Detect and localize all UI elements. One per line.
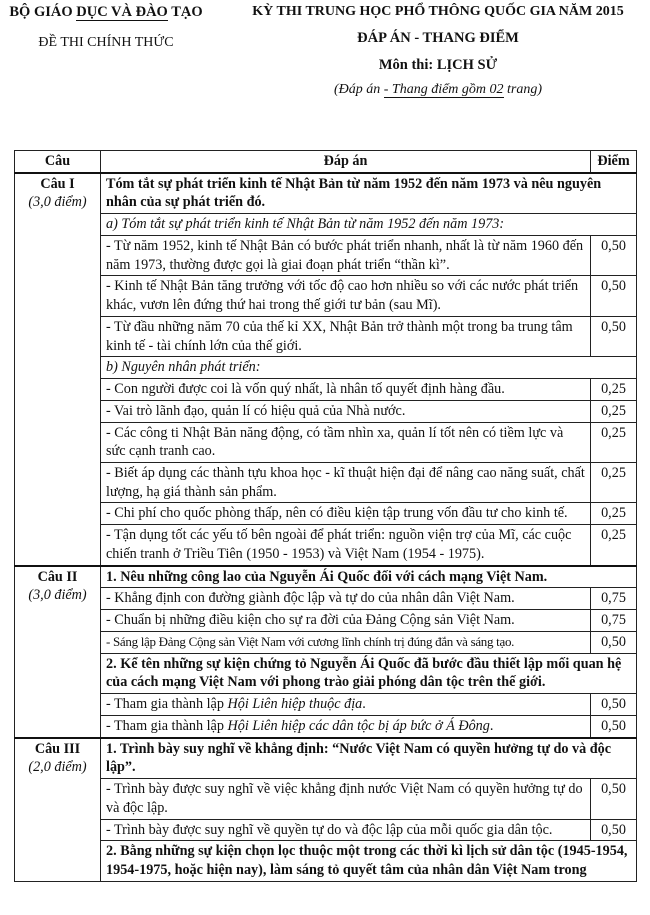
answer-text: - Các công ti Nhật Bản năng động, có tầm nhìn xa, quản lí tốt nên có tiềm lực và sức cạnh tranh cao. (101, 422, 591, 462)
points-value: 0,50 (591, 694, 637, 716)
answer-title: ĐÁP ÁN - THANG ĐIỂM (357, 30, 519, 46)
question-title: 1. Trình bày suy nghĩ về khẳng định: “Nước Việt Nam có quyền hưởng tự do và độc lập”. (101, 738, 637, 779)
table-row (15, 525, 637, 566)
points-value: 0,50 (591, 276, 637, 316)
table-row (15, 463, 637, 503)
table-row (15, 422, 637, 462)
header-right (228, 4, 648, 98)
answer-text: - Vai trò lãnh đạo, quản lí có hiệu quả của Nhà nước. (101, 400, 591, 422)
points-value: 0,75 (591, 610, 637, 632)
question-label: Câu I (40, 175, 75, 192)
question-cell (15, 738, 101, 882)
official-label: ĐỀ THI CHÍNH THỨC (38, 35, 174, 50)
table-row (15, 503, 637, 525)
table-header-row (15, 151, 637, 173)
answer-table (14, 150, 637, 882)
ministry-name: BỘ GIÁO DỤC VÀ ĐÀO TẠO (9, 4, 203, 20)
table-row (15, 738, 637, 779)
table-row (15, 400, 637, 422)
table-row (15, 357, 637, 379)
question-title: Tóm tắt sự phát triển kinh tế Nhật Bản từ năm 1952 đến năm 1973 và nêu nguyên nhân của sự phát triển đó. (101, 173, 637, 214)
question-title: 2. Kể tên những sự kiện chứng tỏ Nguyễn Ái Quốc đã bước đầu thiết lập mối quan hệ của cách mạng Việt Nam với phong trào giải phóng dân tộc trên thế giới. (101, 653, 637, 693)
question-cell (15, 566, 101, 738)
answer-text: - Tham gia thành lập Hội Liên hiệp thuộc địa. (101, 694, 591, 716)
section-heading: a) Tóm tắt sự phát triển kinh tế Nhật Bản từ năm 1952 đến năm 1973: (101, 214, 637, 236)
points-value: 0,25 (591, 400, 637, 422)
answer-text: - Từ đầu những năm 70 của thế kỉ XX, Nhật Bản trở thành một trong ba trung tâm kinh tế - tài chính lớn của thế giới. (101, 316, 591, 356)
table-row (15, 379, 637, 401)
table-row (15, 841, 637, 881)
points-value: 0,25 (591, 463, 637, 503)
table-row (15, 276, 637, 316)
exam-title: KỲ THI TRUNG HỌC PHỔ THÔNG QUỐC GIA NĂM 2015 (252, 4, 624, 19)
points-value: 0,25 (591, 379, 637, 401)
points-value: 0,25 (591, 422, 637, 462)
answer-text: - Chuẩn bị những điều kiện cho sự ra đời của Đảng Cộng sản Việt Nam. (101, 610, 591, 632)
table-row (15, 779, 637, 819)
table-row (15, 566, 637, 588)
answer-text: - Chi phí cho quốc phòng thấp, nên có điều kiện tập trung vốn đầu tư cho kinh tế. (101, 503, 591, 525)
question-cell (15, 173, 101, 566)
answer-text: - Trình bày được suy nghĩ về việc khẳng định nước Việt Nam có quyền hưởng tự do và độc lập. (101, 779, 591, 819)
answer-text: - Khẳng định con đường giành độc lập và tự do của nhân dân Việt Nam. (101, 588, 591, 610)
answer-text: - Con người được coi là vốn quý nhất, là nhân tố quyết định hàng đầu. (101, 379, 591, 401)
subject-line: Môn thi: LỊCH SỬ (378, 57, 498, 73)
table-row (15, 588, 637, 610)
question-title: 2. Bằng những sự kiện chọn lọc thuộc một trong các thời kì lịch sử dân tộc (1945-1954, 1954-1975, hoặc hiện nay), làm sáng tỏ quyết tâm của nhân dân Việt Nam trong (101, 841, 637, 881)
answer-text: - Tận dụng tốt các yếu tố bên ngoài để phát triển: nguồn viện trợ của Mĩ, các cuộc chiến tranh ở Triều Tiên (1950 - 1953) và Việt Nam (1954 - 1975). (101, 525, 591, 566)
col-points-header: Điểm (591, 151, 637, 173)
table-row (15, 235, 637, 275)
question-max-points: (3,0 điểm) (28, 587, 87, 604)
points-value: 0,50 (591, 631, 637, 653)
question-label: Câu II (37, 568, 78, 585)
answer-text: - Tham gia thành lập Hội Liên hiệp các dân tộc bị áp bức ở Á Đông. (101, 715, 591, 737)
question-max-points: (3,0 điểm) (28, 194, 87, 211)
points-value: 0,50 (591, 819, 637, 841)
question-title: 1. Nêu những công lao của Nguyễn Ái Quốc đối với cách mạng Việt Nam. (101, 566, 637, 588)
table-row (15, 715, 637, 737)
header-left (6, 4, 206, 51)
answer-text: - Trình bày được suy nghĩ về quyền tự do và độc lập của mỗi quốc gia dân tộc. (101, 819, 591, 841)
question-max-points: (2,0 điểm) (28, 759, 87, 776)
table-row (15, 610, 637, 632)
points-value: 0,50 (591, 779, 637, 819)
col-answer-header: Đáp án (101, 151, 591, 173)
table-row (15, 173, 637, 214)
table-row (15, 653, 637, 693)
answer-text: - Kinh tế Nhật Bản tăng trưởng với tốc độ cao hơn nhiều so với các nước phát triển khác, vươn lên đứng thứ hai trong thế giới tư bản (sau Mĩ). (101, 276, 591, 316)
points-value: 0,75 (591, 588, 637, 610)
points-value: 0,50 (591, 235, 637, 275)
table-row (15, 316, 637, 356)
table-row (15, 214, 637, 236)
answer-text: - Từ năm 1952, kinh tế Nhật Bản có bước phát triển nhanh, nhất là từ năm 1960 đến năm 1973, thường được gọi là giai đoạn phát triển “thần kì”. (101, 235, 591, 275)
answer-text: - Biết áp dụng các thành tựu khoa học - kĩ thuật hiện đại để nâng cao năng suất, chất lượng, hạ giá thành sản phẩm. (101, 463, 591, 503)
page-count-note: (Đáp án - Thang điểm gồm 02 trang) (333, 82, 543, 97)
table-row (15, 819, 637, 841)
answer-text: - Sáng lập Đảng Cộng sản Việt Nam với cương lĩnh chính trị đúng đắn và sáng tạo. (101, 631, 591, 653)
points-value: 0,50 (591, 715, 637, 737)
section-heading: b) Nguyên nhân phát triển: (101, 357, 637, 379)
table-row (15, 694, 637, 716)
points-value: 0,25 (591, 525, 637, 566)
question-label: Câu III (34, 740, 81, 757)
points-value: 0,50 (591, 316, 637, 356)
col-question-header: Câu (15, 151, 101, 173)
table-row (15, 631, 637, 653)
points-value: 0,25 (591, 503, 637, 525)
